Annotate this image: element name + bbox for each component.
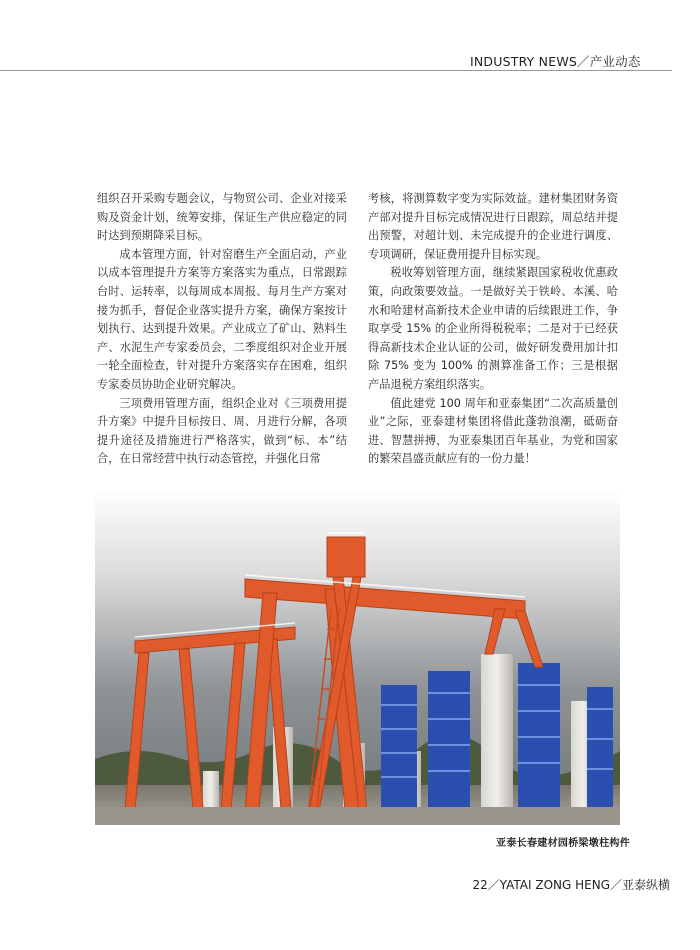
paragraph: 组织召开采购专题会议，与物贸公司、企业对接采购及资金计划，统筹安排，保证生产供应稳定的同时达到预期降采目标。: [97, 192, 347, 243]
paragraph: 税收筹划管理方面，继续紧跟国家税收优惠政策，向政策要效益。一是做好关于铁岭、本溪、哈水和哈建材高新技术企业申请的后续跟进工作，争取享受 15% 的企业所得税税率；二是对于已经获得高新技术企业认证的公司，做好研发费用加计扣除 75% 变为 100% 的测算准备工作；三是根据产品退税方案组织落实。: [368, 266, 618, 391]
header-rule: [0, 70, 672, 71]
paragraph: 值此建党 100 周年和亚泰集团“二次高质量创业”之际，亚泰建材集团将借此蓬勃浪潮，砥砺奋进、智慧拼搏，为亚泰集团百年基业，为党和国家的繁荣昌盛贡献应有的一份力量！: [368, 396, 618, 466]
article-right-column: [368, 190, 618, 469]
gantry-crane-photo: [95, 489, 620, 825]
paragraph: 考核，将测算数字变为实际效益。建材集团财务资产部对提升目标完成情况进行日跟踪，周总结并提出预警，对超计划、未完成提升的企业进行调度、专项调研，保证费用提升目标实现。: [368, 192, 618, 261]
figure-caption: 亚泰长春建材园桥梁墩柱构件: [496, 838, 630, 849]
paragraph: 三项费用管理方面，组织企业对《三项费用提升方案》中提升目标按日、周、月进行分解，各项提升途径及措施进行严格落实，做到“标、本”结合，在日常经营中执行动态管控，并强化日常: [97, 396, 347, 466]
section-header: INDUSTRY NEWS／产业动态: [470, 54, 641, 69]
page-footer: 22／YATAI ZONG HENG／亚泰纵横: [472, 878, 670, 892]
paragraph: 成本管理方面，针对窑磨生产全面启动，产业以成本管理提升方案等方案落实为重点，日常跟踪台时、运转率，以每周成本周报、每月生产方案对接为抓手，督促企业落实提升方案，确保方案按计划执行、达到提升效果。产业成立了矿山、熟料生产、水泥生产专家委员会，二季度组织对企业开展一轮全面检查，针对提升方案落实存在困难，组织专家委员协助企业研究解决。: [97, 247, 347, 391]
article-left-column: [97, 190, 347, 469]
